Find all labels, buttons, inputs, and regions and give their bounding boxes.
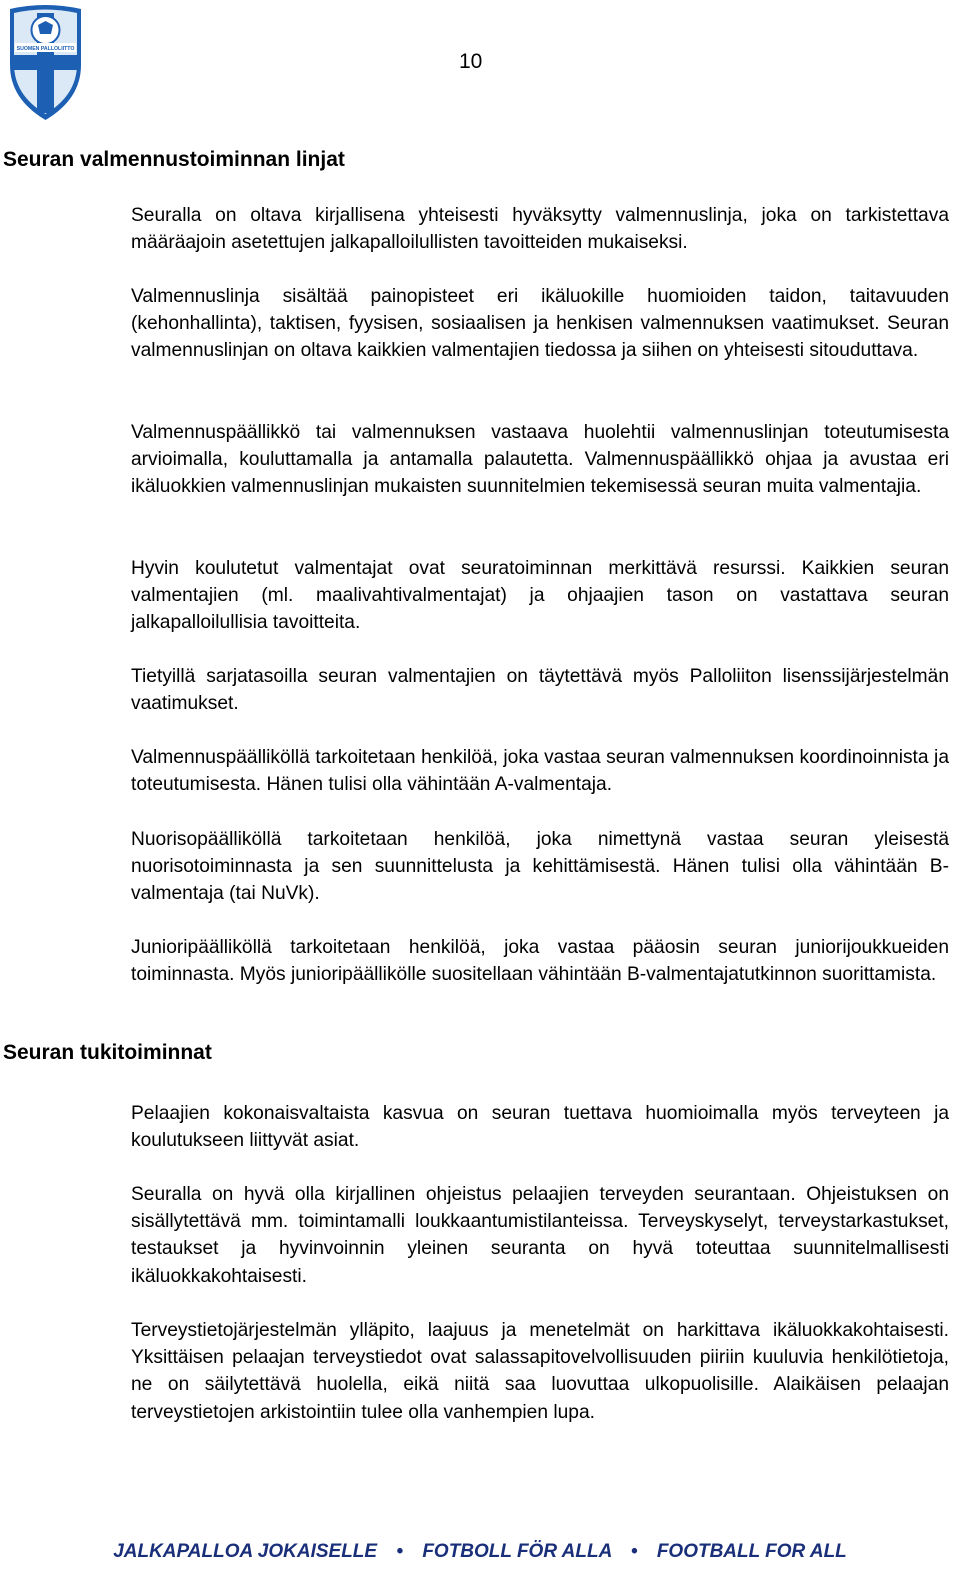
paragraph: Valmennuslinja sisältää painopisteet eri ikäluokille huomioiden taidon, taitavuuden (kehonhallinta), taktisen, fyysisen, sosiaalisen ja henkisen valmennuksen vaatimukset. Seuran valmennuslinjan on oltava kaikkien valmentajien tiedossa ja siihen on yhteisesti sitouduttava. — [131, 286, 949, 362]
paragraph: Junioripäälliköllä tarkoitetaan henkilöä, joka vastaa pääosin seuran juniorijoukkueiden toiminnasta. Myös junioripäällikölle suositellaan vähintään B-valmentajatutkinnon suorittamista. — [131, 937, 949, 986]
section-heading-tukitoiminnat: Seuran tukitoiminnat — [3, 1041, 212, 1064]
footer-item-fi: JALKAPALLOA JOKAISELLE — [113, 1541, 378, 1562]
paragraph: Valmennuspäälliköllä tarkoitetaan henkilöä, joka vastaa seuran valmennuksen koordinoinnista ja toteutumisesta. Hänen tulisi olla vähintään A-valmentaja. — [131, 747, 949, 796]
paragraph: Hyvin koulutetut valmentajat ovat seuratoiminnan merkittävä resurssi. Kaikkien seuran valmentajien (ml. maalivahtivalmentajat) ja ohjaajien tason on vastattava seuran jalkapalloilullisia tavoitteita. — [131, 558, 949, 634]
paragraph: Seuralla on hyvä olla kirjallinen ohjeistus pelaajien terveyden seurantaan. Ohjeistuksen on sisällytettävä mm. toimintamalli loukkaantumistilanteissa. Terveyskyselyt, terveystarkastukset, testaukset ja hyvinvoinnin yleinen seuranta on hyvä toteuttaa suunnitelmallisesti ikäluokkakohtaisesti. — [131, 1184, 949, 1287]
page-number: 10 — [459, 50, 483, 73]
paragraph: Tietyillä sarjatasoilla seuran valmentajien on täytettävä myös Palloliiton lisenssijärjestelmän vaatimukset. — [131, 666, 949, 715]
paragraph: Nuorisopäälliköllä tarkoitetaan henkilöä, joka nimettynä vastaa seuran yleisestä nuorisotoiminnasta ja sen suunnittelusta ja kehittämisestä. Hänen tulisi olla vähintään B-valmentaja (tai NuVk). — [131, 829, 949, 905]
footer-bullet: • — [396, 1541, 404, 1562]
paragraph: Pelaajien kokonaisvaltaista kasvua on seuran tuettava huomioimalla myös terveyteen ja koulutukseen liittyvät asiat. — [131, 1103, 949, 1152]
paragraph: Seuralla on oltava kirjallisena yhteisesti hyväksytty valmennuslinja, joka on tarkistettava määräajoin asetettujen jalkapalloilullisten tavoitteiden mukaiseksi. — [131, 205, 949, 254]
suomen-palloliitto-logo — [7, 3, 84, 123]
crest-icon — [7, 3, 84, 123]
paragraph: Terveystietojärjestelmän ylläpito, laajuus ja menetelmät on harkittava ikäluokkakohtaisesti. Yksittäisen pelaajan terveystiedot ovat salassapitovelvollisuuden piiriin kuuluvia henkilötietoja, ne on säilytettävä huolella, eikä niitä saa luovuttaa ulkopuolisille. Alaikäisen pelaajan terveystietojen arkistointiin tulee olla vanhempien lupa. — [131, 1320, 949, 1423]
footer-item-en: FOOTBALL FOR ALL — [656, 1541, 847, 1562]
paragraph: Valmennuspäällikkö tai valmennuksen vastaava huolehtii valmennuslinjan toteutumisesta arvioimalla, kouluttamalla ja antamalla palautetta. Valmennuspäällikkö ohjaa ja avustaa eri ikäluokkien valmennuslinjan mukaisten suunnitelmien tekemisessä seuran muita valmentajia. — [131, 422, 949, 498]
footer-bullet: • — [630, 1541, 638, 1562]
footer-slogan — [0, 1541, 960, 1563]
logo-text: SUOMEN PALLOLIITTO — [16, 46, 75, 52]
footer-item-sv: FOTBOLL FÖR ALLA — [422, 1541, 612, 1562]
section-heading-valmennustoiminta: Seuran valmennustoiminnan linjat — [3, 148, 345, 171]
